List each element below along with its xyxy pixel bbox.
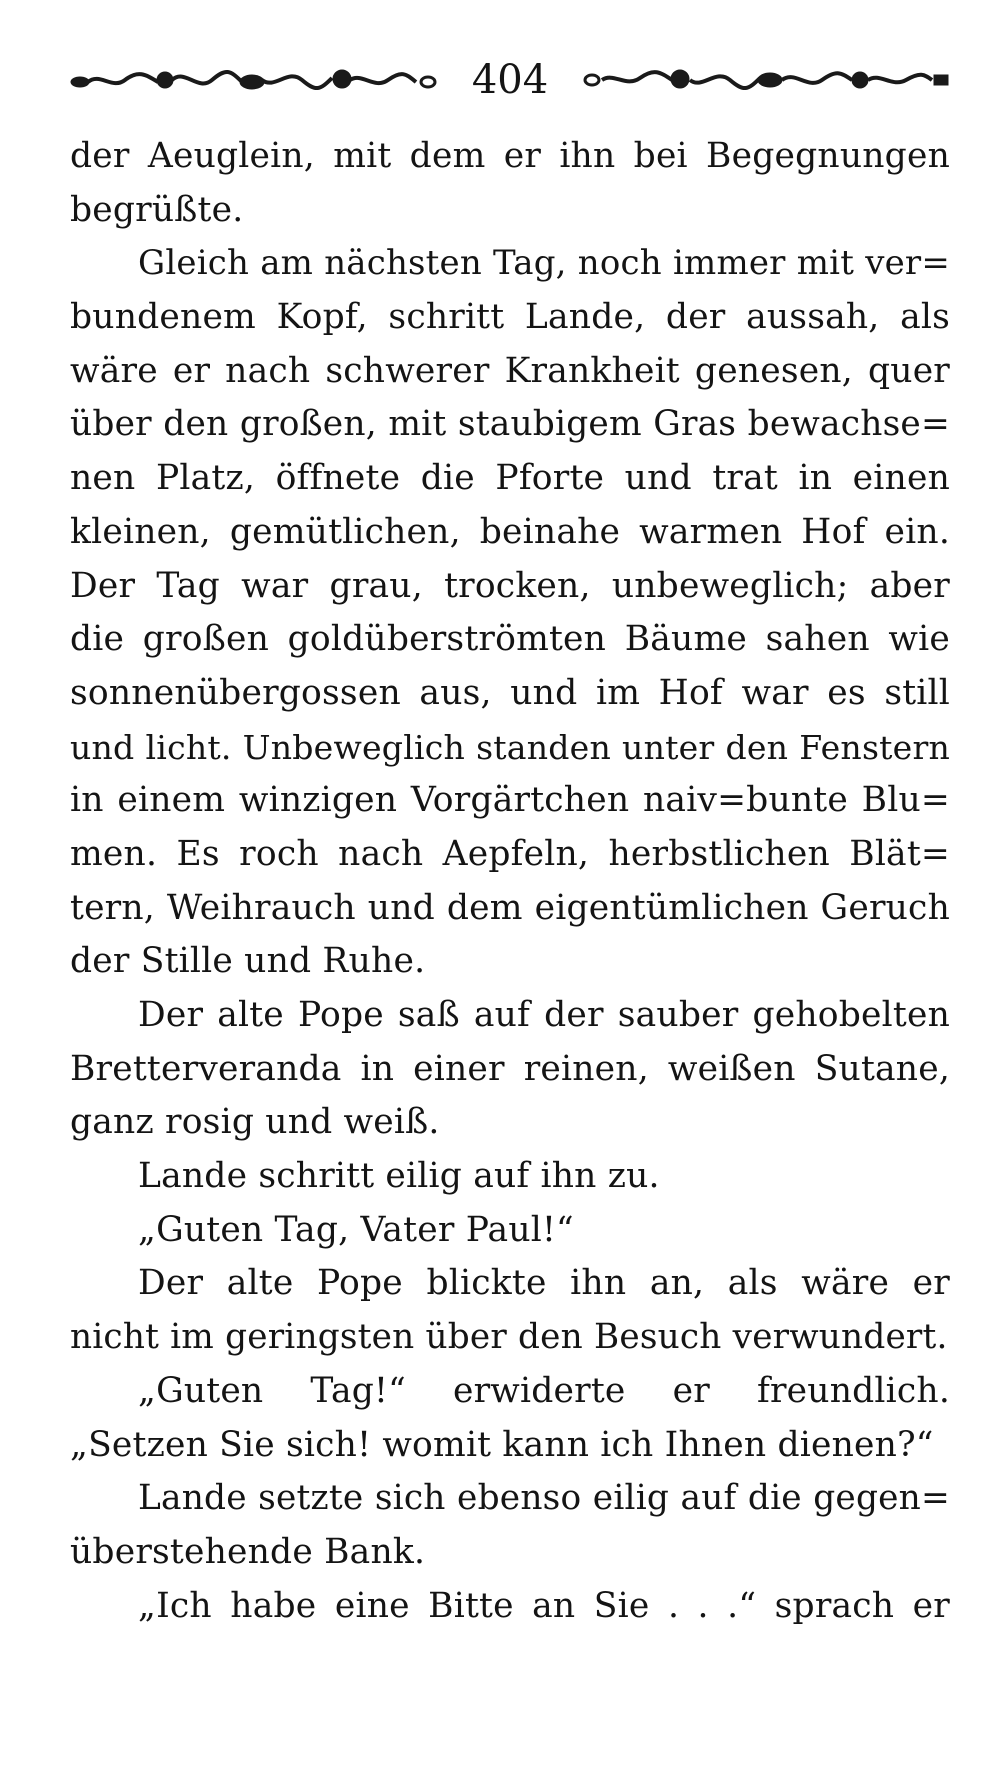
page-number: 404 <box>471 57 549 103</box>
text-line: in einem winzigen Vorgärtchen naiv=bunte Blu= <box>70 780 950 821</box>
text-line: Bretterveranda in einer reinen, weißen Sutane, <box>70 1048 950 1089</box>
text-line: „Guten Tag, Vater Paul!“ <box>138 1209 574 1250</box>
fleuron-ornament-icon <box>580 60 950 100</box>
fleuron-ornament-icon <box>70 60 440 100</box>
text-line: Der alte Pope saß auf der sauber gehobelten <box>138 995 950 1035</box>
text-line: tern, Weihrauch und dem eigentümlichen Geruch <box>70 887 950 928</box>
text-line: wäre er nach schwerer Krankheit genesen, quer <box>70 350 950 391</box>
text-line: kleinen, gemütlichen, beinahe warmen Hof ein. <box>70 511 950 552</box>
text-line: überstehende Bank. <box>70 1531 426 1572</box>
text-line: Lande setzte sich ebenso eilig auf die gegen= <box>138 1478 950 1519</box>
text-line: nicht im geringsten über den Besuch verwundert. <box>70 1317 948 1358</box>
text-line: Der alte Pope blickte ihn an, als wäre er <box>138 1263 950 1304</box>
text-line: Lande schritt eilig auf ihn zu. <box>138 1156 660 1197</box>
text-line: sonnenübergossen aus, und im Hof war es still <box>70 672 950 713</box>
text-line: Gleich am nächsten Tag, noch immer mit ver= <box>138 243 950 284</box>
text-line: ganz rosig und weiß. <box>70 1102 440 1143</box>
text-line: nen Platz, öffnete die Pforte und trat in einen <box>70 458 950 499</box>
text-line: der Stille und Ruhe. <box>70 941 426 982</box>
text-line: die großen goldüberströmten Bäume sahen wie <box>70 619 950 660</box>
body-text <box>70 130 950 1633</box>
running-head <box>70 50 950 110</box>
text-line: der Aeuglein, mit dem er ihn bei Begegnungen <box>70 136 950 176</box>
text-line: Der Tag war grau, trocken, unbeweglich; aber <box>70 565 950 606</box>
text-line: „Setzen Sie sich! womit kann ich Ihnen dienen?“ <box>70 1424 934 1465</box>
text-line: „Guten Tag!“ erwiderte er freundlich. <box>138 1370 950 1411</box>
text-line: bundenem Kopf, schritt Lande, der aussah, als <box>70 297 950 338</box>
text-line: und licht. Unbeweglich standen unter den Fenstern <box>70 727 950 767</box>
text-line: „Ich habe eine Bitte an Sie . . .“ sprach er <box>138 1585 950 1626</box>
text-line: begrüßte. <box>70 189 244 230</box>
text-line: men. Es roch nach Aepfeln, herbstlichen Blät= <box>70 833 950 874</box>
text-line: über den großen, mit staubigem Gras bewachse= <box>70 404 950 445</box>
